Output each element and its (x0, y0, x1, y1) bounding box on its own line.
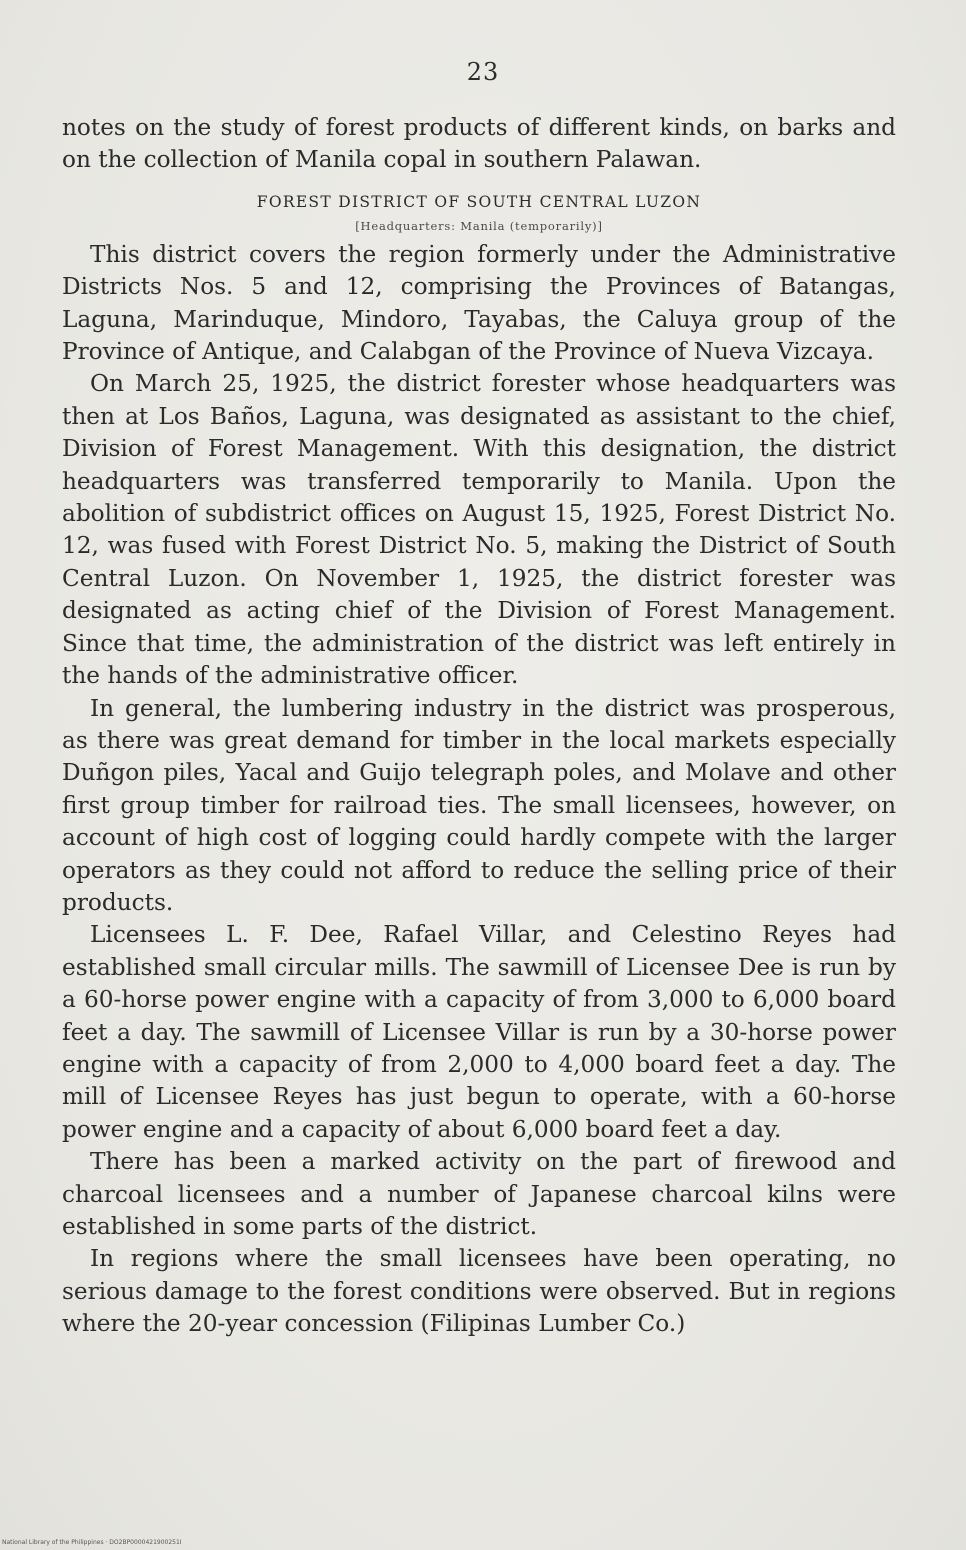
paragraph: This district covers the region formerly under the Administrative Districts Nos. 5 and 12, comprising the Provinces of Batangas, Laguna, Marinduque, Mindoro, Tayabas, the Caluya group of the Province of Antique, and Calabgan of the Province of Nueva Vizcaya. (62, 240, 896, 366)
scan-credit: National Library of the Philippines · DO2BP0000421900251I (2, 1539, 182, 1546)
paragraph: In regions where the small licensees have been operating, no serious damage to the forest conditions were observed. But in regions where the 20-year concession (Filipinas Lumber Co.) (62, 1245, 896, 1338)
paragraph: Licensees L. F. Dee, Rafael Villar, and Celestino Reyes had established small circular mills. The sawmill of Licensee Dee is run by a 60-horse power engine with a capacity of from 3,000 to 6,000 board feet a day. The sawmill of Licensee Villar is run by a 30-horse power engine with a capacity of from 2,000 to 4,000 board feet a day. The mill of Licensee Reyes has just begun to operate, with a 60-horse power engine and a capacity of about 6,000 board feet a day. (62, 921, 896, 1143)
page-number: 23 (466, 58, 500, 86)
section-subheading: [Headquarters: Manila (temporarily)] (355, 218, 603, 233)
intro-paragraph: notes on the study of forest products of different kinds, on barks and on the collection of Manila copal in southern Palawan. (62, 114, 896, 174)
body-text (62, 112, 896, 1341)
paragraph: There has been a marked activity on the part of firewood and charcoal licensees and a number of Japanese charcoal kilns were established in some parts of the district. (62, 1148, 896, 1240)
section-heading: FOREST DISTRICT OF SOUTH CENTRAL LUZON (256, 192, 702, 211)
paragraph: On March 25, 1925, the district forester whose headquarters was then at Los Baños, Laguna, was designated as assistant to the chief, Division of Forest Management. With this designation, the district headquarters was transferred temporarily to Manila. Upon the abolition of subdistrict offices on August 15, 1925, Forest District No. 12, was fused with Forest District No. 5, making the District of South Central Luzon. On November 1, 1925, the district forester was designated as acting chief of the Division of Forest Management. Since that time, the administration of the district was left entirely in the hands of the administrative officer. (62, 370, 896, 690)
paragraph: In general, the lumbering industry in the district was prosperous, as there was great demand for timber in the local markets especially Duñgon piles, Yacal and Guijo telegraph poles, and Molave and other first group timber for railroad ties. The small licensees, however, on account of high cost of logging could hardly compete with the larger operators as they could not afford to reduce the selling price of their products. (62, 694, 896, 916)
